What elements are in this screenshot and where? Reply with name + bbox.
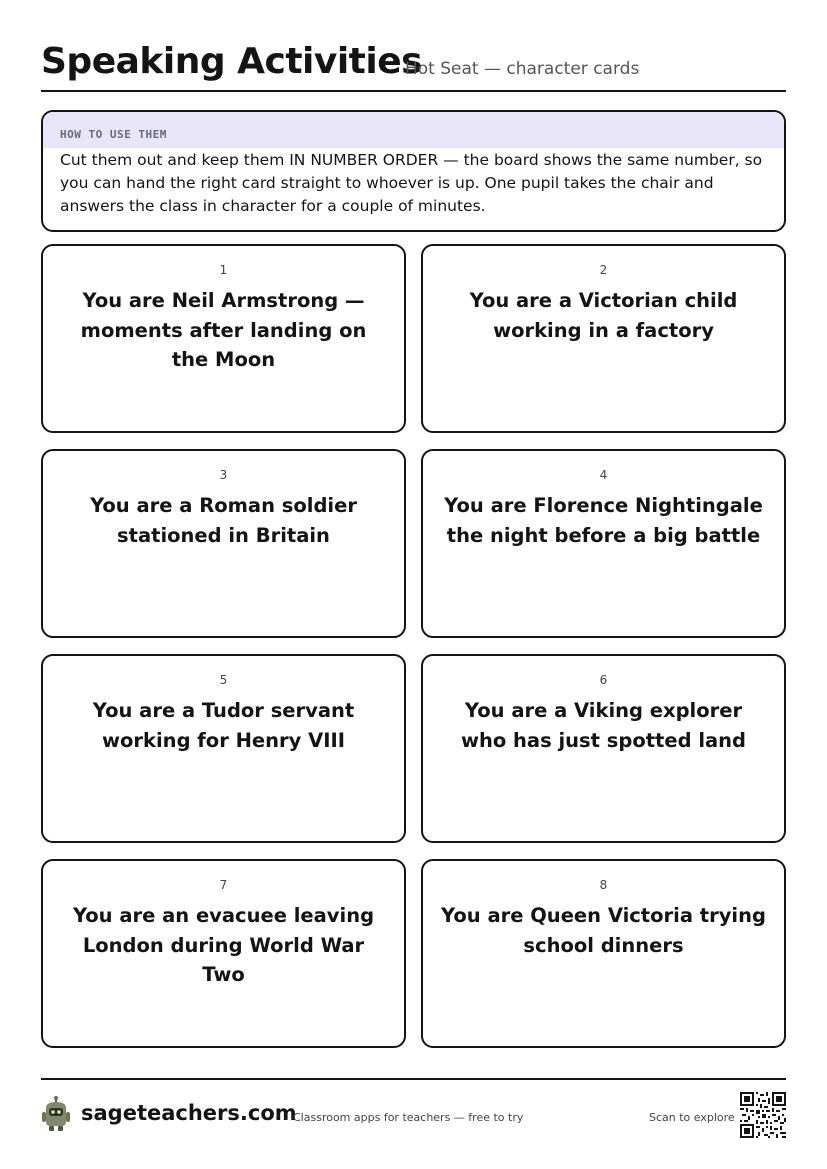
card-text: You are Florence Nightingale the night before a big battle [444, 494, 763, 547]
robot-mascot-icon [41, 1096, 71, 1132]
character-card [421, 244, 786, 433]
card-text: You are Queen Victoria trying school dinners [441, 904, 766, 957]
page-footer [41, 1078, 786, 1148]
card-number: 5 [219, 673, 228, 687]
page-header [41, 40, 786, 92]
qr-code-icon [740, 1092, 786, 1138]
card-number: 6 [599, 673, 608, 687]
character-card [421, 859, 786, 1048]
card-number: 2 [599, 263, 608, 277]
how-to-box [41, 110, 786, 232]
character-card [41, 859, 406, 1048]
card-number: 4 [599, 468, 608, 482]
site-name: sageteachers.com [81, 1101, 297, 1125]
card-number: 8 [599, 878, 608, 892]
card-text: You are a Tudor servant working for Henry VIII [92, 699, 355, 752]
character-card [41, 654, 406, 843]
card-number: 3 [219, 468, 228, 482]
scan-label: Scan to explore [649, 1111, 735, 1124]
character-card [41, 449, 406, 638]
card-text: You are an evacuee leaving London during World War Two [72, 904, 375, 986]
footer-tagline: Classroom apps for teachers — free to try [293, 1111, 524, 1124]
character-card [41, 244, 406, 433]
how-to-text: Cut them out and keep them IN NUMBER ORDER — the board shows the same number, so you can hand the right card straight to whoever is up. One pupil takes the chair and answers the class in character for a couple of minutes. [60, 151, 763, 215]
card-text: You are a Viking explorer who has just spotted land [460, 699, 747, 752]
card-text: You are a Roman soldier stationed in Britain [90, 494, 357, 547]
page-title: Speaking Activities [41, 41, 423, 82]
card-text: You are Neil Armstrong — moments after landing on the Moon [80, 289, 367, 371]
character-card [421, 449, 786, 638]
page-subtitle: Hot Seat — character cards [405, 59, 640, 79]
card-text: You are a Victorian child working in a factory [469, 289, 738, 342]
character-card [421, 654, 786, 843]
card-number: 7 [219, 878, 228, 892]
card-number: 1 [219, 263, 228, 277]
how-to-label: HOW TO USE THEM [60, 128, 167, 141]
